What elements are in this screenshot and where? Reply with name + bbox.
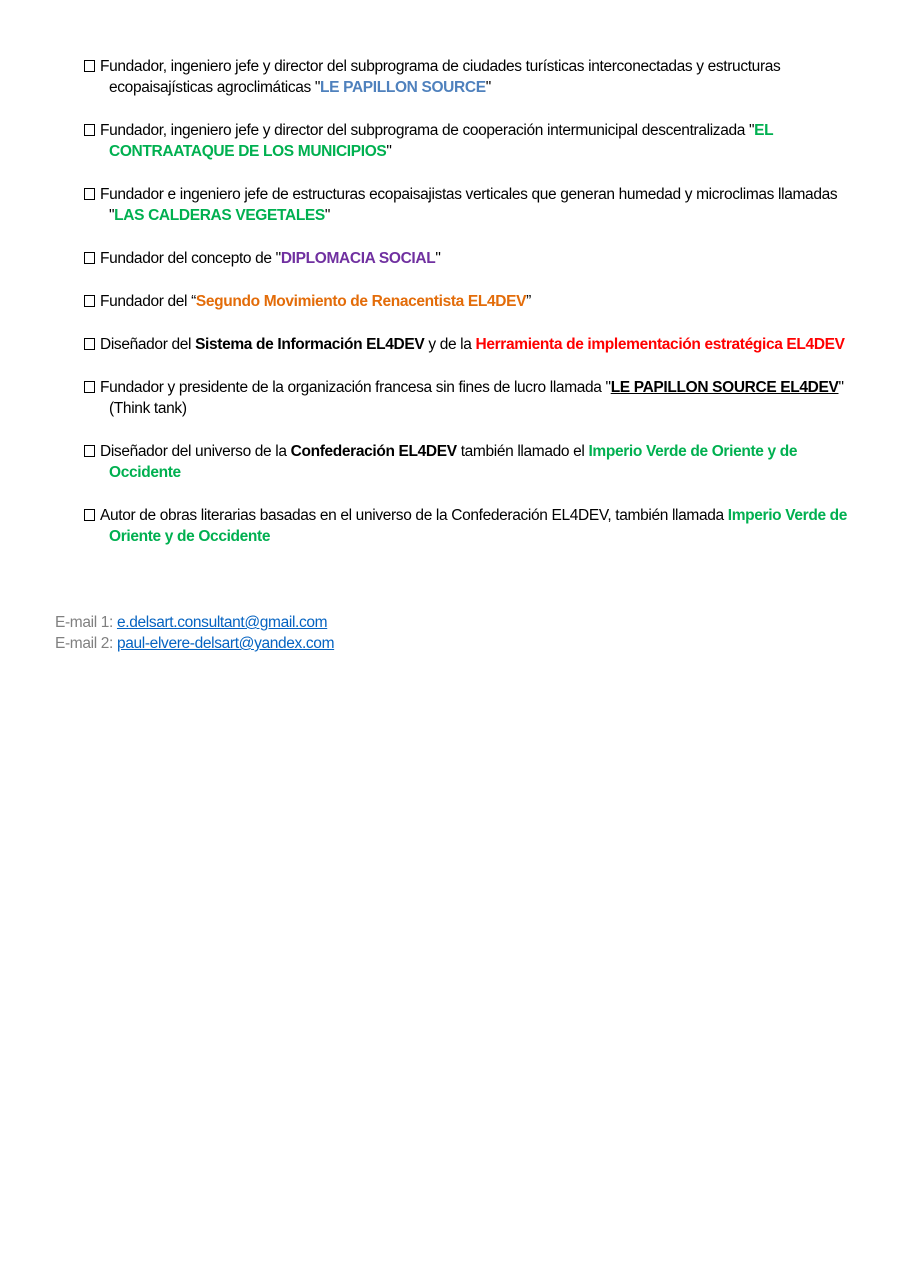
checkbox-square-icon [84, 188, 95, 200]
checkbox-square-icon [84, 124, 95, 136]
highlight-contraataque: EL CONTRAATAQUE DE LOS MUNICIPIOS [109, 122, 773, 160]
checkbox-square-icon [84, 445, 95, 457]
list-item: Diseñador del universo de la Confederación EL4DEV también llamado el Imperio Verde de Oriente y de Occidente [84, 441, 864, 483]
email-label: E-mail 1: [55, 614, 117, 631]
highlight-renacentista: Segundo Movimiento de Renacentista EL4DEV [195, 293, 527, 310]
checkbox-square-icon [84, 509, 95, 521]
checkbox-square-icon [84, 60, 95, 72]
list-item: Fundador, ingeniero jefe y director del subprograma de ciudades turísticas interconectadas y estructuras ecopaisajísticas agroclimáticas "LE PAPILLON SOURCE" [84, 56, 864, 98]
list-item: Diseñador del Sistema de Información EL4DEV y de la Herramienta de implementación estratégica EL4DEV [84, 334, 864, 355]
checkbox-square-icon [84, 295, 95, 307]
list-item: Fundador y presidente de la organización francesa sin fines de lucro llamada "LE PAPILLON SOURCE EL4DEV" (Think tank) [84, 377, 864, 419]
highlight-imperio-verde: Imperio Verde de Oriente y de Occidente [109, 507, 848, 545]
highlight-le-papillon-source: LE PAPILLON SOURCE [320, 79, 486, 96]
checkbox-square-icon [84, 252, 95, 264]
list-item: Fundador, ingeniero jefe y director del subprograma de cooperación intermunicipal descentralizada "EL CONTRAATAQUE DE LOS MUNICIPIOS" [84, 120, 864, 162]
email-link-2[interactable]: paul-elvere-delsart@yandex.com [116, 635, 335, 652]
list-item: Fundador e ingeniero jefe de estructuras ecopaisajistas verticales que generan humedad y microclimas llamadas "LAS CALDERAS VEGETALES" [84, 184, 864, 226]
bold-sistema-informacion: Sistema de Información EL4DEV [195, 336, 425, 353]
checkbox-square-icon [84, 338, 95, 350]
checkbox-square-icon [84, 381, 95, 393]
highlight-diplomacia-social: DIPLOMACIA SOCIAL [280, 250, 436, 267]
email-row-1 [55, 612, 334, 633]
list-item: Fundador del “Segundo Movimiento de Renacentista EL4DEV” [84, 291, 864, 312]
highlight-imperio-verde: Imperio Verde de Oriente y de Occidente [109, 443, 798, 481]
highlight-herramienta: Herramienta de implementación estratégica EL4DEV [475, 336, 845, 353]
list-item: Autor de obras literarias basadas en el universo de la Confederación EL4DEV, también llamada Imperio Verde de Oriente y de Occidente [84, 505, 864, 547]
highlight-calderas-vegetales: LAS CALDERAS VEGETALES [114, 207, 325, 224]
email-link-1[interactable]: e.delsart.consultant@gmail.com [116, 614, 328, 631]
email-row-2 [55, 633, 334, 654]
list-item: Fundador del concepto de "DIPLOMACIA SOCIAL" [84, 248, 864, 269]
contact-block [55, 612, 334, 654]
email-label: E-mail 2: [55, 635, 117, 652]
bold-confederacion: Confederación EL4DEV [290, 443, 457, 460]
achievements-list [84, 56, 864, 569]
underlined-le-papillon-source-el4dev: LE PAPILLON SOURCE EL4DEV [610, 379, 839, 396]
